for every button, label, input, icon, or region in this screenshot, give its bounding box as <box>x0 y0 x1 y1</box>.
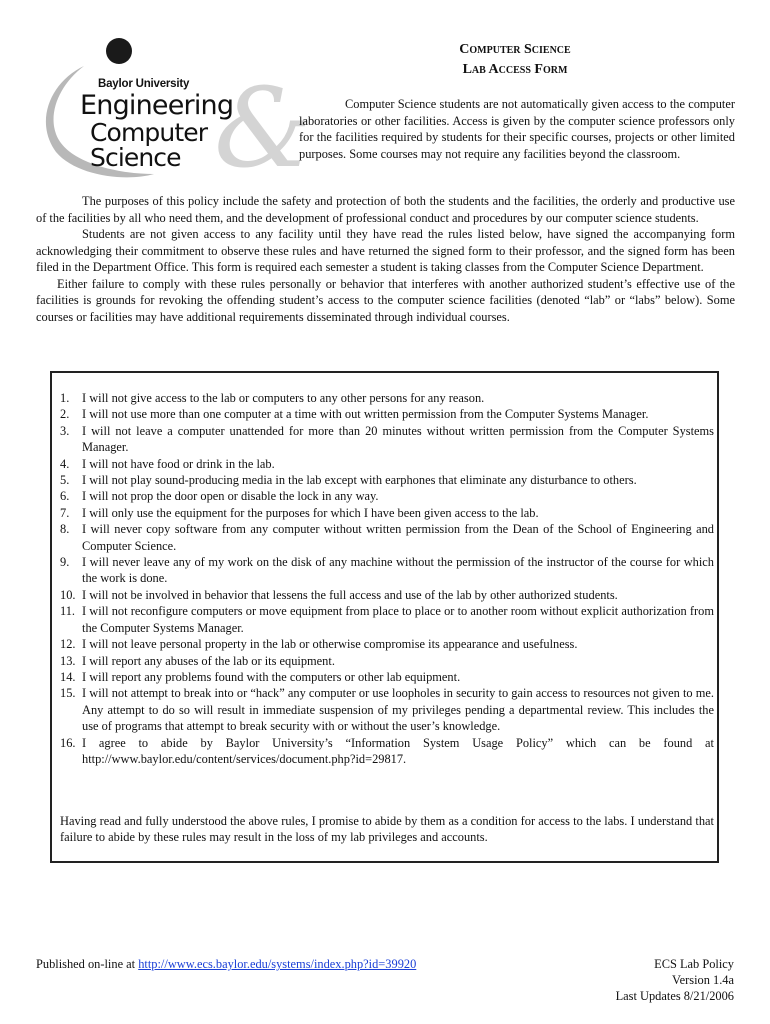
policy-paragraph-access: Students are not given access to any facility until they have read the rules listed below, have signed the accompanying form acknowledging their commitment to observe these rules and have returned the signed form to their professor, and the signed form has been filed in the Department Office. This form is required each semester a student is taking classes from the Computer Science Department. <box>36 227 735 274</box>
footer-published-prefix: Published on-line at <box>36 957 139 971</box>
logo-dot <box>106 38 132 64</box>
logo-computer-science-text: Computer Science <box>90 118 208 172</box>
rule-item: 3. I will not leave a computer unattended for more than 20 minutes without written permission from the Computer Systems Manager. <box>60 423 714 455</box>
logo-engineering-text: Engineering <box>80 90 234 121</box>
rule-item: 14. I will report any problems found with the computers or other lab equipment. <box>60 669 461 684</box>
policy-paragraph-compliance: Either failure to comply with these rules personally or behavior that interferes with another authorized student’s effective use of the facilities is grounds for revoking the offending student’s access to the computer science facilities (denoted “lab” or “labs” below). Some courses or facilities may have additional requirements disseminated through individual courses. <box>36 276 735 324</box>
rule-item: 13. I will report any abuses of the lab or its equipment. <box>60 653 335 668</box>
rule-item: 1. I will not give access to the lab or computers to any other persons for any reason. <box>60 391 485 405</box>
rule-item: 7. I will only use the equipment for the purposes for which I have been given access to the lab. <box>60 505 539 520</box>
rule-item: 15. I will not attempt to break into or “hack” any computer or use loopholes in security to gain access to resources not given to me. Any attempt to do so will result in immediate suspension of my privileges pending a departmental review. This includes the use of programs that attempt to break security with or without the user’s knowledge. <box>60 686 714 734</box>
title-line-1: Computer Science <box>459 42 571 57</box>
intro-section <box>299 96 735 162</box>
policy-paragraph-purpose: The purposes of this policy include the safety and protection of both the students and the facilities, the orderly and productive use of the facilities by all who need them, and the development of professional conduct and procedures by our computer science students. <box>36 194 735 225</box>
closing-statement: Having read and fully understood the above rules, I promise to abide by them as a condition for access to the labs. I understand that failure to abide by these rules may result in the loss of my lab privileges and accounts. <box>60 814 714 845</box>
title-line-2: Lab Access Form <box>462 62 568 77</box>
policy-paragraphs <box>36 193 735 325</box>
footer-version: Version 1.4a <box>672 973 734 987</box>
rule-item: 12. I will not leave personal property in the lab or otherwise compromise its appearance and usefulness. <box>60 637 578 652</box>
rule-item: 4. I will not have food or drink in the lab. <box>60 456 275 471</box>
footer-policy-name: ECS Lab Policy <box>654 957 734 971</box>
footer-published <box>36 956 416 972</box>
intro-paragraph: Computer Science students are not automatically given access to the computer laboratories or other facilities. Access is given by the computer science professors only for the facilities required by students for their specific courses, projects or other limited purposes. Some courses may not require any facilities beyond the classroom. <box>299 97 735 161</box>
footer-published-link[interactable]: http://www.ecs.baylor.edu/systems/index.php?id=39920 <box>138 957 417 971</box>
rules-list <box>60 390 714 767</box>
rule-item: 9. I will never leave any of my work on the disk of any machine without the permission of the instructor of the course for which the work is done. <box>60 555 714 586</box>
rule-item: 6. I will not prop the door open or disable the lock in any way. <box>60 489 379 504</box>
rule-item: 16. I agree to abide by Baylor University’s “Information System Usage Policy” which can be found at http://www.baylor.edu/content/services/document.php?id=29817. <box>60 735 714 766</box>
form-title <box>380 40 650 80</box>
rules-box <box>50 371 719 863</box>
logo-university-name: Baylor University <box>98 78 190 90</box>
baylor-ecs-logo <box>36 34 312 192</box>
footer-last-updates: Last Updates 8/21/2006 <box>615 989 734 1003</box>
rule-item: 2. I will not use more than one computer at a time with out written permission from the Computer Systems Manager. <box>60 407 649 422</box>
rule-item: 5. I will not play sound-producing media in the lab except with earphones that eliminate any disturbance to others. <box>60 473 637 488</box>
logo-ampersand: & <box>214 64 312 192</box>
footer-version-info <box>616 956 734 1004</box>
rule-item: 8. I will never copy software from any computer without written permission from the Dean of the School of Engineering and Computer Science. <box>60 522 714 553</box>
rule-item: 11. I will not reconfigure computers or move equipment from place to place or to another room without explicit authorization from the Computer Systems Manager. <box>60 604 714 635</box>
rule-item: 10. I will not be involved in behavior that lessens the full access and use of the lab by other authorized students. <box>60 587 618 602</box>
